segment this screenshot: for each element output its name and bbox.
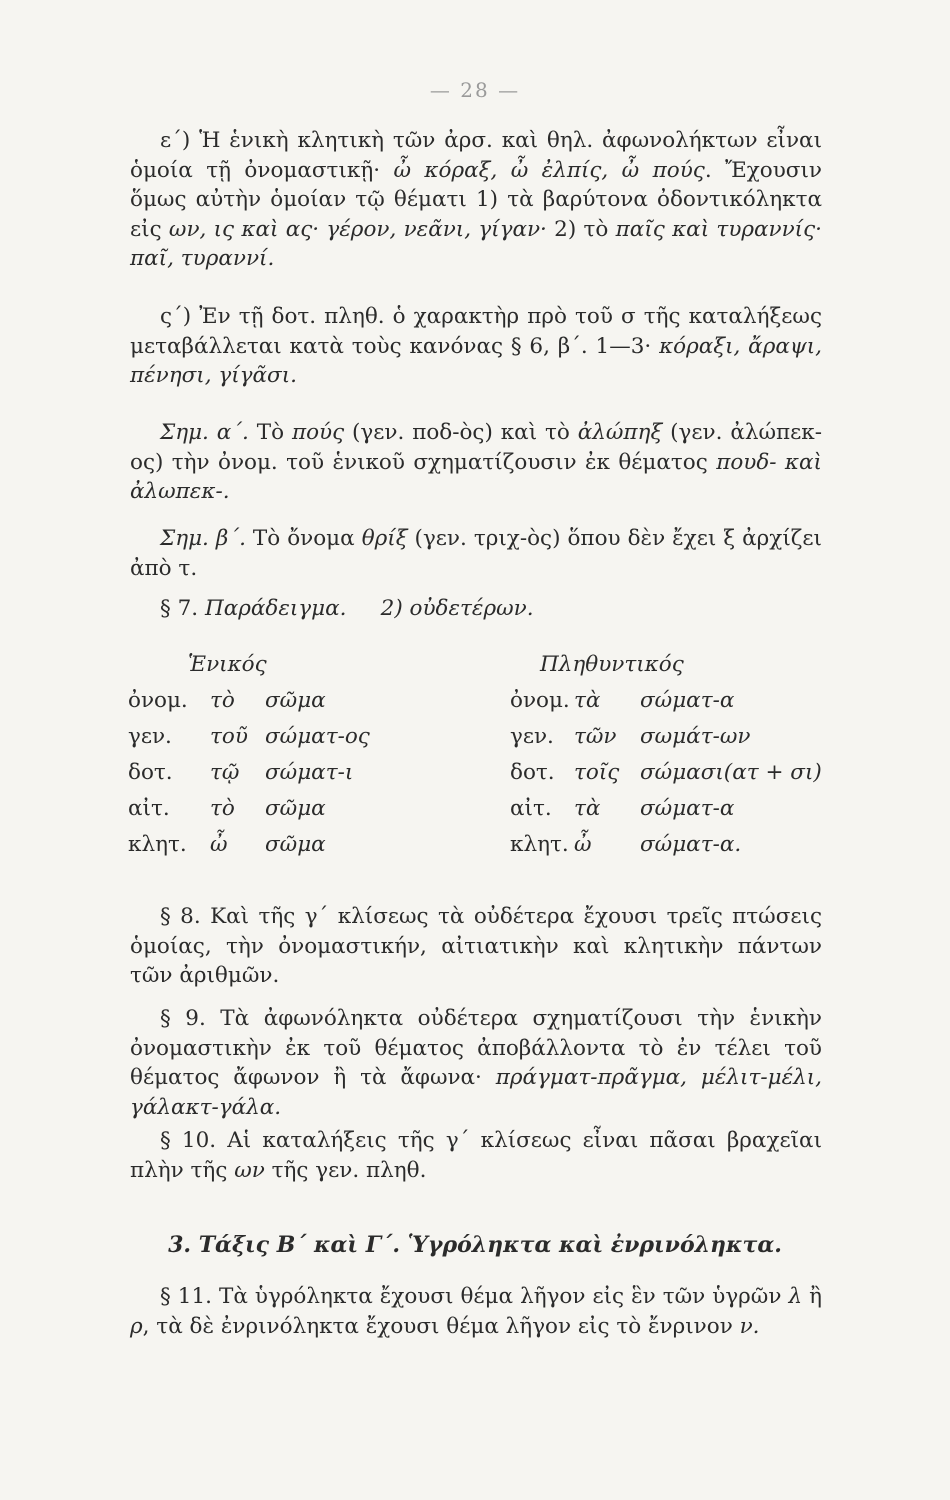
example-vocatives: ὦ κόραξ, ὦ ἐλπίς, ὦ πούς xyxy=(393,157,705,183)
paragraph-e: ε΄) Ἡ ἑνικὴ κλητικὴ τῶν ἀρσ. καὶ θηλ. ἀφωνολήκτων εἶναι ὁμοία τῇ ὀνομαστικῇ· ὦ κόραξ, ὦ ἐλπίς, ὦ πούς. Ἔχουσιν ὅμως αὐτὴν ὁμοίαν τῷ θέματι 1) τὰ βαρύτονα ὀδοντικόληκτα εἰς ων, ις καὶ ας· γέρον, νεᾶνι, γίγαν· 2) τὸ παῖς καὶ τυραννίς· παῖ, τυραννί. xyxy=(130,128,822,271)
chapter-heading-3: 3. Τάξις Β΄ καὶ Γ΄. Ὑγρόληκτα καὶ ἐνρινόληκτα. xyxy=(168,1232,782,1258)
section-8: § 8. Καὶ τῆς γ΄ κλίσεως τὰ οὐδέτερα ἔχουσι τρεῖς πτώσεις ὁμοίας, τὴν ὀνομαστικήν, αἰτιατικὴν καὶ κλητικὴν πάντων τῶν ἀριθμῶν. xyxy=(130,904,822,988)
note-a-label: Σημ. α΄. xyxy=(160,420,249,445)
paragraph-st: ς΄) Ἐν τῇ δοτ. πληθ. ὁ χαρακτὴρ πρὸ τοῦ σ τῆς καταλήξεως μεταβάλλεται κατὰ τοὺς κανόνας § 6, β΄. 1—3· κόραξι, ἄραψι, πένησι, γίγᾶσι. xyxy=(130,304,822,388)
example-neuters: πράγματ-πρᾶγμα, μέλιτ-μέλι, γάλακτ-γάλα. xyxy=(130,1065,823,1120)
section-10: § 10. Αἱ καταλήξεις τῆς γ΄ κλίσεως εἶναι πᾶσαι βραχεῖαι πλὴν τῆς ων τῆς γεν. πληθ. xyxy=(130,1128,822,1183)
section-7-heading: § 7. Παράδειγμα. 2) οὐδετέρων. xyxy=(160,596,534,621)
section-9: § 9. Τὰ ἀφωνόληκτα οὐδέτερα σχηματίζουσι τὴν ἑνικὴν ὀνομαστικὴν ἐκ τοῦ θέματος ἀποβάλλοντα τὸ ἐν τέλει τοῦ θέματος ἄφωνον ἢ τὰ ἄφωνα· πράγματ-πρᾶγμα, μέλιτ-μέλι, γάλακτ-γάλα. xyxy=(130,1006,823,1120)
note-b: Σημ. β΄. Τὸ ὄνομα θρίξ (γεν. τριχ-ὸς) ὅπου δὲν ἔχει ξ ἀρχίζει ἀπὸ τ. xyxy=(130,526,822,581)
book-page: — 28 — ε΄) Ἡ ἑνικὴ κλητικὴ τῶν ἀρσ. καὶ θηλ. ἀφωνολήκτων εἶναι ὁμοία τῇ ὀνομαστικῇ· ὦ κόραξ, ὦ ἐλπίς, ὦ πούς. Ἔχουσιν ὅμως αὐτὴν ὁμοίαν τῷ θέματι 1) τὰ βαρύτονα ὀδοντικόληκτα εἰς ων, ις καὶ ας· γέρον, νεᾶνι, γίγαν· 2) τὸ παῖς καὶ τυραννίς· παῖ, τυραννί. ς΄) Ἐν τῇ δοτ. πληθ. ὁ χαρακτὴρ πρὸ τοῦ σ τῆς καταλήξεως μεταβάλλεται κατὰ τοὺς κανόνας § 6, β΄. 1—3· κόραξι, ἄραψι, πένησι, γίγᾶσι. Σημ. α΄. Τὸ πούς (γεν. ποδ-ὸς) καὶ τὸ ἀλώπηξ (γεν. ἀλώπεκ-ος) τὴν ὀνομ. τοῦ ἑνικοῦ σχηματίζουσιν ἐκ θέματος πουδ- καὶ ἀλωπεκ-. Σημ. β΄. Τὸ ὄνομα θρίξ (γεν. τριχ-ὸς) ὅπου δὲν ἔχει ξ ἀρχίζει ἀπὸ τ. § 7. Παράδειγμα. 2) οὐδετέρων. Ἑνικός Πληθυντικός ὀνομ. τὸ σῶμα ὀνομ. τὰ σώματ-α γεν. τοῦ σώματ-ος γεν. τῶν σωμάτ-ων δοτ. τῷ σώματ-ι δοτ. τοῖς σώμασι(ατ + σι) αἰτ. τὸ σῶμα αἰτ. τὰ σώματ-α κλητ. ὦ σῶμα κλητ. ὦ σώματ-α. § 8. Καὶ τῆς γ΄ κλίσεως τὰ οὐδέτερα ἔχουσι τρεῖς πτώσεις ὁμοίας, τὴν ὀνομαστικήν, αἰτιατικὴν καὶ κλητικὴν πάντων τῶν ἀριθμῶν. § 9. Τὰ ἀφωνόληκτα οὐδέτερα σχηματίζουσι τὴν ἑνικὴν ὀνομαστικὴν ἐκ τοῦ θέματος ἀποβάλλοντα τὸ ἐν τέλει τοῦ θέματος ἄφωνον ἢ τὰ ἄφωνα· πράγματ-πρᾶγμα, μέλιτ-μέλι, γάλακτ-γάλα. § 10. Αἱ καταλήξεις τῆς γ΄ κλίσεως εἶναι πᾶσαι βραχεῖαι πλὴν τῆς ων τῆς γεν. πληθ. 3. Τάξις Β΄ καὶ Γ΄. Ὑγρόληκτα καὶ ἐνρινόληκτα. § 11. Τὰ ὑγρόληκτα ἔχουσι θέμα λῆγον εἰς ἓν τῶν ὑγρῶν λ ἢ ρ, τὰ δὲ ἐνρινόληκτα ἔχουσι θέμα λῆγον εἰς τὸ ἔνρινον ν. xyxy=(0,0,950,1500)
note-b-label: Σημ. β΄. xyxy=(160,526,246,551)
note-a: Σημ. α΄. Τὸ πούς (γεν. ποδ-ὸς) καὶ τὸ ἀλώπηξ (γεν. ἀλώπεκ-ος) τὴν ὀνομ. τοῦ ἑνικοῦ σχηματίζουσιν ἐκ θέματος πουδ- καὶ ἀλωπεκ-. xyxy=(130,420,822,504)
example-dental-stems: ων, ις καὶ ας· γέρον, νεᾶνι, γίγαν· xyxy=(168,216,547,242)
singular-header: Ἑνικός xyxy=(188,652,267,677)
plural-header: Πληθυντικός xyxy=(540,652,684,677)
example-pais: παῖς καὶ τυραννίς· παῖ, τυραννί. xyxy=(130,216,822,271)
section-11: § 11. Τὰ ὑγρόληκτα ἔχουσι θέμα λῆγον εἰς ἓν τῶν ὑγρῶν λ ἢ ρ, τὰ δὲ ἐνρινόληκτα ἔχουσι θέμα λῆγον εἰς τὸ ἔνρινον ν. xyxy=(130,1284,822,1339)
page-number: — 28 — xyxy=(429,78,521,102)
example-dative-plurals: κόραξι, ἄραψι, πένησι, γίγᾶσι. xyxy=(130,333,822,388)
